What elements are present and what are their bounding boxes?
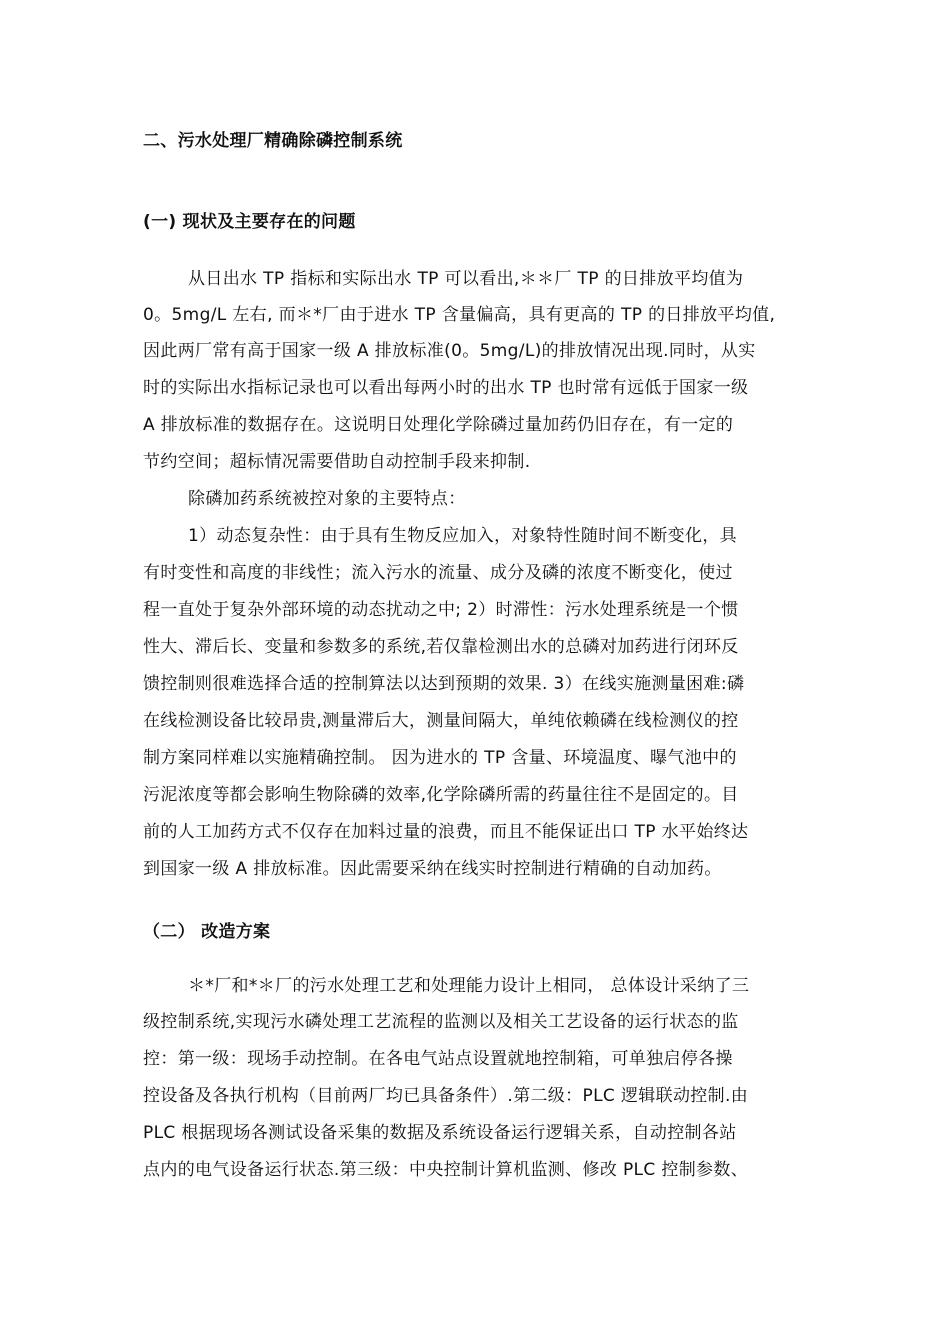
paragraph-line: 控：第一级：现场手动控制。在各电气站点设置就地控制箱，可单独启停各操 <box>143 1049 733 1069</box>
subsection-title-plan: （二） 改造方案 <box>143 922 271 942</box>
paragraph-line: 污泥浓度等都会影响生物除磷的效率,化学除磷所需的药量往往不是固定的。目 <box>143 785 739 805</box>
paragraph-line: 到国家一级 A 排放标准。因此需要采纳在线实时控制进行精确的自动加药。 <box>143 859 722 879</box>
paragraph-line: 节约空间；超标情况需要借助自动控制手段来抑制. <box>143 452 531 472</box>
paragraph-line: 在线检测设备比较昂贵,测量滞后大，测量间隔大，单纯依赖磷在线检测仪的控 <box>143 711 739 731</box>
paragraph-line: 0。5mg/L 左右, 而＊*厂由于进水 TP 含量偏高，具有更高的 TP 的日排放平均值, <box>143 305 776 325</box>
paragraph-line: 级控制系统,实现污水磷处理工艺流程的监测以及相关工艺设备的运行状态的监 <box>143 1012 739 1032</box>
paragraph-line: 从日出水 TP 指标和实际出水 TP 可以看出,＊＊厂 TP 的日排放平均值为 <box>188 269 744 289</box>
paragraph-line: 馈控制则很难选择合适的控制算法以达到预期的效果. 3）在线实施测量困难:磷 <box>143 674 745 694</box>
paragraph-line: 制方案同样难以实施精确控制。 因为进水的 TP 含量、环境温度、曝气池中的 <box>143 748 737 768</box>
paragraph-line: 有时变性和高度的非线性；流入污水的流量、成分及磷的浓度不断变化，使过 <box>143 563 733 583</box>
paragraph-line: 控设备及各执行机构（目前两厂均已具备条件）.第二级：PLC 逻辑联动控制.由 <box>143 1086 749 1106</box>
paragraph-line: 程一直处于复杂外部环境的动态扰动之中; 2）时滞性：污水处理系统是一个惯 <box>143 600 739 620</box>
paragraph-line: 1）动态复杂性：由于具有生物反应加入，对象特性随时间不断变化，具 <box>188 526 738 546</box>
section-title: 二、污水处理厂精确除磷控制系统 <box>143 131 403 151</box>
paragraph-line: A 排放标准的数据存在。这说明日处理化学除磷过量加药仍旧存在，有一定的 <box>143 415 734 435</box>
subsection-title-status: (一) 现状及主要存在的问题 <box>143 212 356 232</box>
paragraph-line: 除磷加药系统被控对象的主要特点： <box>188 489 466 509</box>
paragraph-line: 性大、滞后长、变量和参数多的系统,若仅靠检测出水的总磷对加药进行闭环反 <box>143 637 739 657</box>
paragraph-line: 点内的电气设备运行状态.第三级：中央控制计算机监测、修改 PLC 控制参数、 <box>143 1160 749 1180</box>
paragraph-line: 时的实际出水指标记录也可以看出每两小时的出水 TP 也时常有远低于国家一级 <box>143 378 749 398</box>
paragraph-line: ＊*厂和*＊厂的污水处理工艺和处理能力设计上相同， 总体设计采纳了三 <box>188 976 750 996</box>
paragraph-line: PLC 根据现场各测试设备采集的数据及系统设备运行逻辑关系，自动控制各站 <box>143 1123 737 1143</box>
paragraph-line: 因此两厂常有高于国家一级 A 排放标准(0。5mg/L)的排放情况出现.同时，从实 <box>143 341 756 361</box>
paragraph-line: 前的人工加药方式不仅存在加料过量的浪费，而且不能保证出口 TP 水平始终达 <box>143 822 749 842</box>
